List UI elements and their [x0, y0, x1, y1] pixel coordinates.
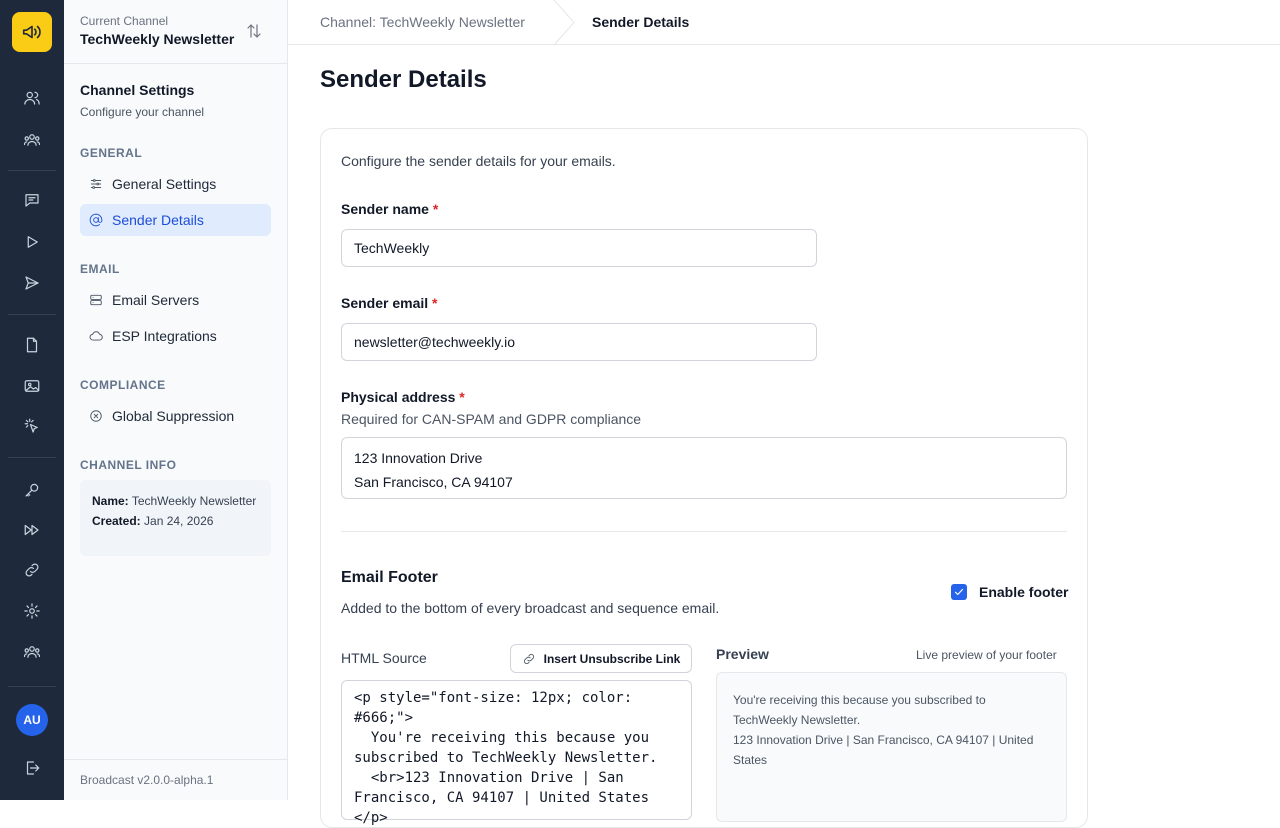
preview-line: 123 Innovation Drive | San Francisco, CA 94107 | United States: [733, 733, 1034, 767]
breadcrumb: [288, 0, 1280, 45]
checkbox-checked-icon[interactable]: [951, 584, 967, 600]
page-title: Sender Details: [320, 66, 487, 93]
html-source-editor[interactable]: <p style="font-size: 12px; color: #666;"> You're receiving this because you subscribed to TechWeekly Newsletter. <br>123 Innovation Drive | San Francisco, CA 94107 | United States </p>: [341, 680, 692, 820]
current-channel-label: Current Channel: [80, 14, 169, 28]
rail-divider: [8, 170, 56, 171]
sidebar-item-general-settings[interactable]: [80, 168, 271, 200]
rail-divider: [8, 314, 56, 315]
link-icon[interactable]: [20, 558, 44, 582]
html-source-label: HTML Source: [341, 650, 427, 666]
document-icon[interactable]: [20, 333, 44, 357]
section-channel-info: CHANNEL INFO: [80, 458, 177, 472]
circle-x-icon: [89, 409, 103, 423]
breadcrumb-separator-icon: [552, 0, 576, 45]
icon-rail: [0, 0, 64, 800]
server-icon: [89, 293, 103, 307]
info-name-label: Name:: [92, 494, 129, 508]
sender-details-card: [320, 128, 1088, 828]
email-footer-title: Email Footer: [341, 569, 438, 586]
swap-channel-icon[interactable]: [245, 22, 265, 42]
team-icon[interactable]: [20, 640, 44, 664]
enable-footer-label[interactable]: Enable footer: [979, 584, 1069, 600]
sidebar-item-label: ESP Integrations: [112, 328, 217, 344]
sidebar-item-sender-details[interactable]: [80, 204, 271, 236]
sidebar-item-email-servers[interactable]: [80, 284, 271, 316]
section-divider: [341, 531, 1067, 532]
info-created-label: Created:: [92, 514, 141, 528]
preview-line: You're receiving this because you subscribed to TechWeekly Newsletter.: [733, 693, 986, 727]
breadcrumb-parent[interactable]: Channel: TechWeekly Newsletter: [320, 14, 525, 30]
sender-name-input[interactable]: TechWeekly: [341, 229, 817, 267]
play-icon[interactable]: [20, 230, 44, 254]
sidebar-item-label: Email Servers: [112, 292, 200, 308]
physical-address-textarea[interactable]: 123 Innovation Drive San Francisco, CA 94107: [341, 437, 1067, 499]
settings-sidebar: [64, 0, 288, 800]
insert-unsubscribe-link-button[interactable]: [510, 644, 692, 673]
insert-unsubscribe-link-label: Insert Unsubscribe Link: [543, 651, 681, 666]
sidebar-item-label: Sender Details: [112, 212, 204, 228]
sidebar-item-esp-integrations[interactable]: [80, 320, 271, 352]
sliders-icon: [89, 177, 103, 191]
sidebar-subtitle: Configure your channel: [80, 105, 205, 119]
sender-email-label: Sender email *: [341, 295, 438, 311]
cursor-click-icon[interactable]: [20, 414, 44, 438]
sidebar-item-global-suppression[interactable]: [80, 400, 271, 432]
channel-info-card: [80, 480, 271, 556]
physical-address-hint: Required for CAN-SPAM and GDPR compliance: [341, 411, 642, 427]
breadcrumb-current: Sender Details: [592, 14, 690, 30]
sidebar-item-label: General Settings: [112, 176, 217, 192]
send-icon[interactable]: [20, 271, 44, 295]
fast-forward-icon[interactable]: [20, 518, 44, 542]
users-icon[interactable]: [20, 86, 44, 110]
physical-address-label: Physical address *: [341, 389, 465, 405]
section-compliance: COMPLIANCE: [80, 378, 166, 392]
email-footer-subtitle: Added to the bottom of every broadcast and sequence email.: [341, 600, 720, 616]
at-sign-icon: [89, 213, 103, 227]
section-email: EMAIL: [80, 262, 120, 276]
required-mark: *: [432, 201, 439, 217]
sender-name-label: Sender name *: [341, 201, 439, 217]
rail-divider: [8, 457, 56, 458]
cloud-icon: [89, 329, 103, 343]
preview-label: Preview: [716, 646, 769, 662]
message-icon[interactable]: [20, 188, 44, 212]
required-mark: *: [432, 295, 438, 311]
enable-footer-toggle[interactable]: [951, 584, 1068, 600]
user-avatar[interactable]: AU: [16, 704, 48, 736]
rail-divider: [8, 686, 56, 687]
app-version: Broadcast v2.0.0-alpha.1: [64, 759, 287, 800]
channel-switcher[interactable]: [64, 0, 287, 64]
gear-icon[interactable]: [20, 599, 44, 623]
sidebar-title: Channel Settings: [80, 82, 195, 98]
groups-icon[interactable]: [20, 128, 44, 152]
logout-icon[interactable]: [20, 756, 44, 780]
sender-email-input[interactable]: newsletter@techweekly.io: [341, 323, 817, 361]
required-mark: *: [459, 389, 465, 405]
preview-hint: Live preview of your footer: [916, 648, 1057, 662]
footer-preview: [716, 672, 1067, 822]
image-icon[interactable]: [20, 374, 44, 398]
sidebar-item-label: Global Suppression: [112, 408, 235, 424]
card-intro: Configure the sender details for your emails.: [341, 153, 616, 169]
section-general: GENERAL: [80, 146, 143, 160]
key-icon[interactable]: [20, 478, 44, 502]
link-icon: [522, 652, 536, 666]
info-name-value: TechWeekly Newsletter: [131, 494, 257, 508]
megaphone-logo-icon[interactable]: [12, 12, 52, 52]
current-channel-name: TechWeekly Newsletter: [80, 31, 235, 47]
info-created-value: Jan 24, 2026: [144, 514, 214, 528]
